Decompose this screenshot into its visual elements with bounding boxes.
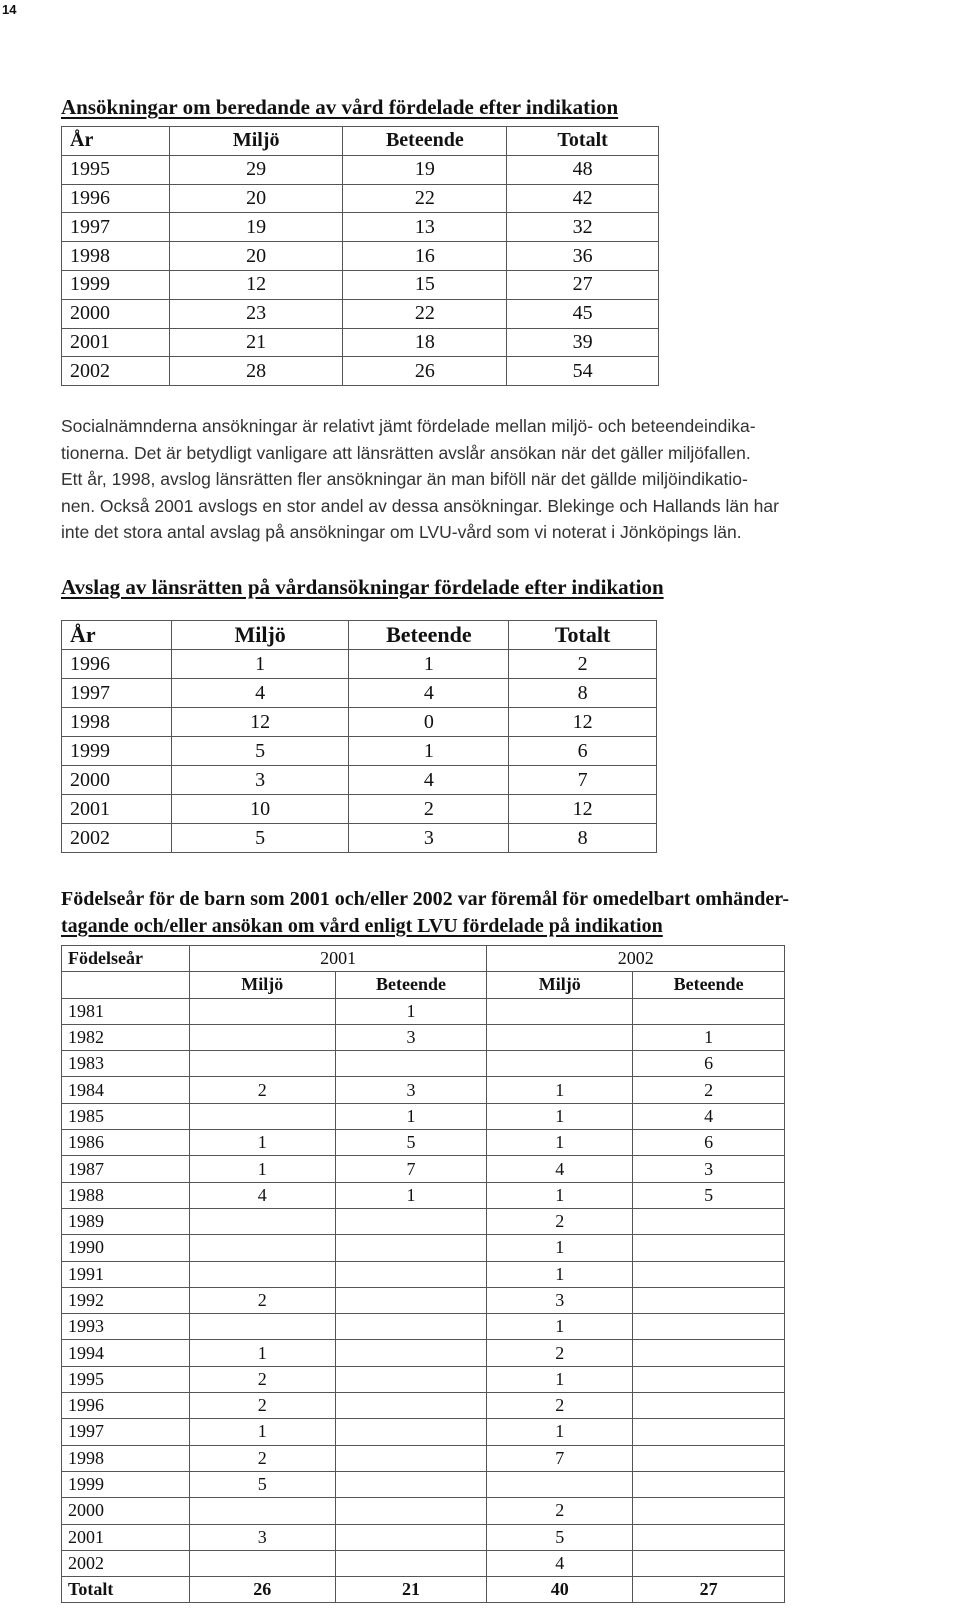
table-cell	[335, 1498, 487, 1524]
row-label: 2002	[62, 1550, 190, 1576]
table-cell: 2	[509, 650, 657, 679]
applications-table	[61, 126, 659, 386]
table-cell: 20	[169, 184, 343, 213]
row-label: 1994	[62, 1340, 190, 1366]
table-cell	[189, 1051, 335, 1077]
table-cell: 27	[633, 1577, 785, 1603]
table-row	[62, 1235, 785, 1261]
table-cell: 2	[487, 1498, 633, 1524]
table-cell: 7	[509, 766, 657, 795]
table-row	[62, 1156, 785, 1182]
table-cell: 1	[171, 650, 349, 679]
row-label: 2000	[62, 766, 172, 795]
column-header: Miljö	[189, 972, 335, 998]
table-cell: 6	[509, 737, 657, 766]
rejections-table	[61, 620, 657, 853]
row-label: 1999	[62, 270, 170, 299]
table-cell: 1	[487, 1261, 633, 1287]
table-row	[62, 155, 659, 184]
table-cell: 1	[189, 1419, 335, 1445]
table-row	[62, 1524, 785, 1550]
table-cell: 29	[169, 155, 343, 184]
row-label: 1995	[62, 155, 170, 184]
table-cell	[633, 1393, 785, 1419]
year-group-header: 2001	[189, 946, 487, 972]
table-cell	[633, 1235, 785, 1261]
table-row	[62, 679, 657, 708]
table-cell	[335, 1287, 487, 1313]
table-row	[62, 1550, 785, 1576]
table-cell: 4	[487, 1550, 633, 1576]
table-row	[62, 1261, 785, 1287]
table-cell	[189, 1235, 335, 1261]
column-header: Beteende	[349, 621, 509, 650]
table-cell	[335, 1550, 487, 1576]
table-cell	[189, 1103, 335, 1129]
row-label: 1989	[62, 1208, 190, 1234]
table-header-row	[62, 621, 657, 650]
table-cell: 3	[171, 766, 349, 795]
row-label: 1990	[62, 1235, 190, 1261]
row-label: 2001	[62, 795, 172, 824]
table3-title-line: tagande och/eller ansökan om vård enligt LVU fördelade på indikation	[61, 915, 663, 937]
table-row	[62, 766, 657, 795]
table-cell: 8	[509, 679, 657, 708]
table-cell: 1	[487, 1077, 633, 1103]
table-cell: 4	[487, 1156, 633, 1182]
row-label: 1991	[62, 1261, 190, 1287]
table-cell: 12	[509, 708, 657, 737]
table-row	[62, 1471, 785, 1497]
table-row	[62, 357, 659, 386]
table-cell: 45	[507, 299, 659, 328]
table-cell: 1	[633, 1024, 785, 1050]
table-cell: 1	[189, 1340, 335, 1366]
table-cell: 4	[633, 1103, 785, 1129]
table-cell: 5	[633, 1182, 785, 1208]
column-header: Miljö	[171, 621, 349, 650]
table-cell: 5	[189, 1471, 335, 1497]
table-cell: 12	[169, 270, 343, 299]
table-cell	[189, 1208, 335, 1234]
table-cell	[633, 1471, 785, 1497]
table-cell	[487, 1051, 633, 1077]
table-cell: 2	[189, 1287, 335, 1313]
table-row	[62, 650, 657, 679]
table-cell: 1	[487, 1130, 633, 1156]
column-header: Beteende	[633, 972, 785, 998]
row-label: 1983	[62, 1051, 190, 1077]
table-cell	[335, 1235, 487, 1261]
page-number: 14	[2, 2, 17, 17]
table-cell: 6	[633, 1051, 785, 1077]
row-label: 1988	[62, 1182, 190, 1208]
table-cell	[633, 1445, 785, 1471]
table-cell: 1	[487, 1103, 633, 1129]
table-cell: 5	[171, 737, 349, 766]
column-header: Miljö	[487, 972, 633, 998]
table-cell: 8	[509, 824, 657, 853]
table3-title-line: Födelseår för de barn som 2001 och/eller 2002 var föremål för omedelbart omhänder-	[61, 888, 790, 910]
table-cell: 2	[189, 1366, 335, 1392]
table-row	[62, 1208, 785, 1234]
table-cell: 4	[171, 679, 349, 708]
table-cell: 54	[507, 357, 659, 386]
table1-title: Ansökningar om beredande av vård fördelade efter indikation	[61, 95, 619, 119]
row-label: 2001	[62, 328, 170, 357]
table-cell: 4	[349, 679, 509, 708]
table-row	[62, 708, 657, 737]
table-cell	[633, 1287, 785, 1313]
row-label: 2002	[62, 824, 172, 853]
table2-title: Avslag av länsrätten på vårdansökningar fördelade efter indikation	[61, 575, 664, 599]
total-row	[62, 1577, 785, 1603]
row-label: 1981	[62, 998, 190, 1024]
table-cell: 22	[343, 299, 507, 328]
table-cell: 23	[169, 299, 343, 328]
row-label: 1995	[62, 1366, 190, 1392]
paragraph-line: Ett år, 1998, avslog länsrätten fler ansökningar än man biföll när det gällde miljöindikatio-	[61, 469, 748, 489]
table-cell: 1	[189, 1156, 335, 1182]
row-label: 1984	[62, 1077, 190, 1103]
table-cell: 3	[487, 1287, 633, 1313]
table-cell	[335, 1366, 487, 1392]
year-group-header: 2002	[487, 946, 785, 972]
table-cell: 3	[633, 1156, 785, 1182]
row-label: 1998	[62, 242, 170, 271]
empty-header-cell	[62, 972, 190, 998]
table-cell	[633, 1498, 785, 1524]
table-cell	[189, 1498, 335, 1524]
column-header: Beteende	[335, 972, 487, 998]
table-cell	[633, 1314, 785, 1340]
table-cell	[633, 1261, 785, 1287]
table-cell: 2	[189, 1445, 335, 1471]
table-cell: 19	[169, 213, 343, 242]
table-cell: 40	[487, 1577, 633, 1603]
row-label: 1985	[62, 1103, 190, 1129]
table-row	[62, 1024, 785, 1050]
table-row	[62, 998, 785, 1024]
table-cell: 1	[487, 1419, 633, 1445]
table-cell: 1	[487, 1366, 633, 1392]
column-header: Totalt	[507, 127, 659, 156]
table-cell: 1	[335, 1103, 487, 1129]
table-cell: 36	[507, 242, 659, 271]
table-row	[62, 795, 657, 824]
total-label: Totalt	[62, 1577, 190, 1603]
table-cell	[335, 1471, 487, 1497]
table-cell: 22	[343, 184, 507, 213]
column-header: Beteende	[343, 127, 507, 156]
row-label: 1987	[62, 1156, 190, 1182]
table-cell: 1	[349, 737, 509, 766]
table-cell: 18	[343, 328, 507, 357]
table-row	[62, 1393, 785, 1419]
body-paragraph	[61, 413, 960, 546]
table-cell: 12	[509, 795, 657, 824]
table-cell: 1	[335, 1182, 487, 1208]
table-header-row	[62, 127, 659, 156]
row-label: 1999	[62, 1471, 190, 1497]
table-cell	[633, 998, 785, 1024]
row-label: 1998	[62, 1445, 190, 1471]
table-cell: 21	[335, 1577, 487, 1603]
table-cell	[335, 1419, 487, 1445]
row-label: 1997	[62, 1419, 190, 1445]
table-row	[62, 1366, 785, 1392]
table-row	[62, 1287, 785, 1313]
table-cell: 27	[507, 270, 659, 299]
table3-title	[61, 886, 951, 940]
table-cell: 1	[487, 1235, 633, 1261]
table-row	[62, 1103, 785, 1129]
table-subheader-row	[62, 972, 785, 998]
table-cell: 1	[487, 1182, 633, 1208]
table-body	[62, 650, 657, 853]
table-cell: 48	[507, 155, 659, 184]
table-row	[62, 1077, 785, 1103]
paragraph-line: tionerna. Det är betydligt vanligare att länsrätten avslår ansökan när det gäller miljöfallen.	[61, 442, 751, 463]
table-body	[62, 998, 785, 1577]
row-label: 1996	[62, 184, 170, 213]
table-row	[62, 299, 659, 328]
table-row	[62, 1340, 785, 1366]
table-cell: 1	[335, 998, 487, 1024]
table-cell: 21	[169, 328, 343, 357]
table-header-row	[62, 946, 785, 972]
table-cell	[633, 1208, 785, 1234]
table-cell: 10	[171, 795, 349, 824]
row-label: 1998	[62, 708, 172, 737]
table-body	[62, 155, 659, 385]
table-row	[62, 1182, 785, 1208]
table-cell	[335, 1261, 487, 1287]
column-header: År	[62, 621, 172, 650]
table-cell	[633, 1419, 785, 1445]
table-row	[62, 1051, 785, 1077]
row-label: 2002	[62, 357, 170, 386]
table-cell	[633, 1366, 785, 1392]
table-cell: 39	[507, 328, 659, 357]
table-cell: 0	[349, 708, 509, 737]
row-label: 1997	[62, 679, 172, 708]
table-cell: 2	[487, 1393, 633, 1419]
table-cell: 2	[633, 1077, 785, 1103]
row-label: 1992	[62, 1287, 190, 1313]
table-cell: 16	[343, 242, 507, 271]
table-cell	[487, 1024, 633, 1050]
table-cell: 5	[487, 1524, 633, 1550]
row-label: 1996	[62, 1393, 190, 1419]
table-cell	[487, 998, 633, 1024]
table-cell: 2	[349, 795, 509, 824]
row-label: 2001	[62, 1524, 190, 1550]
column-header: Miljö	[169, 127, 343, 156]
table-cell	[633, 1550, 785, 1576]
table-cell: 7	[335, 1156, 487, 1182]
table-cell: 13	[343, 213, 507, 242]
table-cell: 7	[487, 1445, 633, 1471]
table-cell: 4	[349, 766, 509, 795]
table-row	[62, 1130, 785, 1156]
table-cell	[335, 1445, 487, 1471]
table-row	[62, 1419, 785, 1445]
table-cell: 42	[507, 184, 659, 213]
table-row	[62, 328, 659, 357]
table-cell: 19	[343, 155, 507, 184]
table-cell	[335, 1208, 487, 1234]
row-label: 2000	[62, 299, 170, 328]
column-header: Totalt	[509, 621, 657, 650]
table-row	[62, 1445, 785, 1471]
row-label: 1999	[62, 737, 172, 766]
table-cell	[189, 1024, 335, 1050]
table-cell: 1	[487, 1314, 633, 1340]
table-cell	[189, 1314, 335, 1340]
row-label: 1997	[62, 213, 170, 242]
table-cell	[335, 1314, 487, 1340]
paragraph-line: nen. Också 2001 avslogs en stor andel av dessa ansökningar. Blekinge och Hallands län har	[61, 495, 779, 516]
table-cell: 2	[487, 1340, 633, 1366]
table-row	[62, 737, 657, 766]
table-cell: 28	[169, 357, 343, 386]
row-label: 2000	[62, 1498, 190, 1524]
table-cell: 2	[189, 1393, 335, 1419]
table-cell: 3	[189, 1524, 335, 1550]
row-label: 1986	[62, 1130, 190, 1156]
table-cell	[189, 1261, 335, 1287]
table-cell: 5	[335, 1130, 487, 1156]
table-cell: 4	[189, 1182, 335, 1208]
row-label: 1993	[62, 1314, 190, 1340]
column-header: Födelseår	[62, 946, 190, 972]
table-cell: 12	[171, 708, 349, 737]
column-header: År	[62, 127, 170, 156]
table-row	[62, 1498, 785, 1524]
table-cell: 20	[169, 242, 343, 271]
table-cell: 5	[171, 824, 349, 853]
table-cell: 26	[343, 357, 507, 386]
table-cell: 2	[189, 1077, 335, 1103]
paragraph-line: inte det stora antal avslag på ansökningar om LVU-vård som vi noterat i Jönköpings län.	[61, 522, 742, 542]
table-cell: 3	[335, 1024, 487, 1050]
table-cell	[633, 1340, 785, 1366]
table-cell: 3	[335, 1077, 487, 1103]
table-cell: 1	[349, 650, 509, 679]
table-row	[62, 824, 657, 853]
table-cell	[335, 1051, 487, 1077]
row-label: 1982	[62, 1024, 190, 1050]
table-cell	[335, 1340, 487, 1366]
table-row	[62, 184, 659, 213]
table-cell: 2	[487, 1208, 633, 1234]
table-cell: 1	[189, 1130, 335, 1156]
table-row	[62, 1314, 785, 1340]
table-cell	[189, 998, 335, 1024]
table-row	[62, 270, 659, 299]
table-cell: 15	[343, 270, 507, 299]
table-row	[62, 213, 659, 242]
table-cell: 3	[349, 824, 509, 853]
table-cell	[335, 1393, 487, 1419]
row-label: 1996	[62, 650, 172, 679]
table-cell	[335, 1524, 487, 1550]
table-cell	[487, 1471, 633, 1497]
table-cell: 26	[189, 1577, 335, 1603]
table-cell	[189, 1550, 335, 1576]
birth-year-table	[61, 945, 785, 1603]
table-cell: 32	[507, 213, 659, 242]
table-cell: 6	[633, 1130, 785, 1156]
paragraph-line: Socialnämnderna ansökningar är relativt jämt fördelade mellan miljö- och beteendeindika-	[61, 416, 756, 436]
table-cell	[633, 1524, 785, 1550]
table-row	[62, 242, 659, 271]
